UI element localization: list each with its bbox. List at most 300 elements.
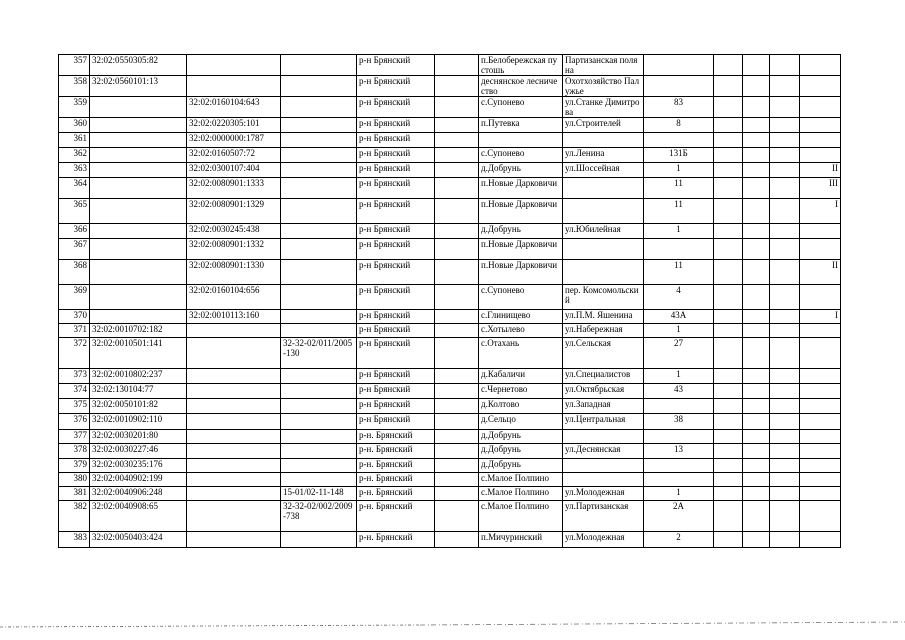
cell-street: ул.Центральная: [563, 414, 644, 430]
cell-empty: [714, 199, 743, 224]
cell-cadastral-number: 32:02:0040902:199: [90, 473, 187, 487]
cell-registration-number: [281, 97, 357, 118]
cell-cadastral-number: 32:02:0030235:176: [90, 459, 187, 473]
cell-street: [563, 473, 644, 487]
table-row: [59, 118, 841, 133]
cell-empty: [435, 338, 479, 369]
cell-empty: [714, 97, 743, 118]
cell-number: 369: [59, 285, 90, 310]
cell-registration-number: [281, 473, 357, 487]
cell-cadastral-number: 32:02:0550305:82: [90, 55, 187, 76]
cell-building: III: [800, 178, 841, 199]
cell-settlement: с.Малое Полпино: [479, 473, 563, 487]
cell-empty: [770, 338, 800, 369]
cell-cadastral-number-alt: 32:02:0000000:1787: [187, 133, 281, 148]
cell-empty: [770, 324, 800, 338]
cell-house: 1: [644, 487, 714, 501]
cell-cadastral-number-alt: 32:02:0080901:1329: [187, 199, 281, 224]
cell-district: р-н Брянский: [357, 224, 435, 239]
cell-cadastral-number-alt: [187, 338, 281, 369]
cell-number: 376: [59, 414, 90, 430]
cell-settlement: д.Колтово: [479, 399, 563, 414]
cell-building: [800, 133, 841, 148]
cell-building: [800, 399, 841, 414]
cell-street: ул.Специалистов: [563, 369, 644, 384]
scan-artifact-line: [0, 618, 905, 632]
cell-empty: [714, 76, 743, 97]
cell-empty: [770, 178, 800, 199]
cell-district: р-н Брянский: [357, 199, 435, 224]
cell-settlement: д.Кабаличи: [479, 369, 563, 384]
cell-registration-number: [281, 224, 357, 239]
cell-empty: [714, 501, 743, 532]
cell-registration-number: [281, 310, 357, 324]
cell-house: [644, 473, 714, 487]
cell-number: 378: [59, 444, 90, 459]
cell-empty: [770, 384, 800, 399]
cell-building: [800, 148, 841, 163]
table-row: [59, 414, 841, 430]
cell-empty: [770, 444, 800, 459]
cell-number: 381: [59, 487, 90, 501]
cell-cadastral-number-alt: [187, 430, 281, 444]
cell-cadastral-number: [90, 260, 187, 285]
cell-house: 43: [644, 384, 714, 399]
cell-empty: [743, 430, 770, 444]
cell-number: 380: [59, 473, 90, 487]
cell-cadastral-number: 32:02:0030227:46: [90, 444, 187, 459]
cell-number: 379: [59, 459, 90, 473]
cell-empty: [770, 76, 800, 97]
cell-building: [800, 97, 841, 118]
cell-street: [563, 430, 644, 444]
cell-district: р-н Брянский: [357, 285, 435, 310]
cell-settlement: с.Отахань: [479, 338, 563, 369]
cell-house: 83: [644, 97, 714, 118]
cell-empty: [743, 384, 770, 399]
cell-street: ул.Западная: [563, 399, 644, 414]
cell-empty: [714, 148, 743, 163]
table-row: [59, 473, 841, 487]
cell-empty: [770, 430, 800, 444]
cell-empty: [743, 444, 770, 459]
cell-settlement: д.Добрунь: [479, 430, 563, 444]
cell-street: [563, 133, 644, 148]
cell-house: 11: [644, 260, 714, 285]
cell-settlement: д.Добрунь: [479, 459, 563, 473]
cell-house: 1: [644, 369, 714, 384]
cell-empty: [770, 399, 800, 414]
cell-district: р-н. Брянский: [357, 473, 435, 487]
table-row: [59, 239, 841, 260]
cell-cadastral-number-alt: 32:02:0160104:643: [187, 97, 281, 118]
cell-empty: [435, 487, 479, 501]
cell-registration-number: [281, 118, 357, 133]
cell-empty: [714, 55, 743, 76]
cell-registration-number: [281, 369, 357, 384]
cell-building: [800, 459, 841, 473]
cell-district: р-н Брянский: [357, 399, 435, 414]
cell-registration-number: [281, 260, 357, 285]
table-row: [59, 163, 841, 178]
cell-street: ул.Молодежная: [563, 532, 644, 548]
table-row: [59, 532, 841, 548]
cell-cadastral-number-alt: [187, 384, 281, 399]
cell-empty: [435, 178, 479, 199]
cell-empty: [714, 224, 743, 239]
cell-empty: [435, 473, 479, 487]
cell-number: 373: [59, 369, 90, 384]
cell-district: р-н Брянский: [357, 163, 435, 178]
cell-empty: [770, 369, 800, 384]
cell-empty: [714, 133, 743, 148]
cell-house: [644, 55, 714, 76]
cell-cadastral-number: [90, 239, 187, 260]
cell-empty: [743, 459, 770, 473]
cell-settlement: п.Новые Дарковичи: [479, 239, 563, 260]
cell-number: 372: [59, 338, 90, 369]
cell-empty: [435, 285, 479, 310]
cell-empty: [743, 473, 770, 487]
cell-settlement: с.Чернетово: [479, 384, 563, 399]
table-row: [59, 260, 841, 285]
cell-settlement: п.Новые Дарковичи: [479, 260, 563, 285]
cell-district: р-н. Брянский: [357, 487, 435, 501]
cell-empty: [743, 163, 770, 178]
cell-empty: [435, 444, 479, 459]
table-row: [59, 133, 841, 148]
cell-empty: [435, 76, 479, 97]
cell-registration-number: [281, 199, 357, 224]
cell-registration-number: 15-01/02-11-148: [281, 487, 357, 501]
cell-settlement: деснянское лесничество: [479, 76, 563, 97]
cell-cadastral-number-alt: [187, 414, 281, 430]
cell-registration-number: [281, 444, 357, 459]
cell-cadastral-number-alt: [187, 399, 281, 414]
cell-empty: [770, 501, 800, 532]
cell-registration-number: [281, 133, 357, 148]
cell-building: [800, 239, 841, 260]
cell-building: [800, 285, 841, 310]
cell-settlement: с.Супонево: [479, 285, 563, 310]
table-row: [59, 285, 841, 310]
cell-registration-number: [281, 239, 357, 260]
cell-settlement: с.Супонево: [479, 97, 563, 118]
cell-number: 360: [59, 118, 90, 133]
cell-empty: [435, 324, 479, 338]
cell-cadastral-number: [90, 178, 187, 199]
cell-empty: [743, 239, 770, 260]
cell-empty: [770, 239, 800, 260]
cell-number: 374: [59, 384, 90, 399]
cell-empty: [743, 399, 770, 414]
cell-cadastral-number: 32:02:0040908:65: [90, 501, 187, 532]
table-row: [59, 97, 841, 118]
property-register-table: [58, 54, 841, 548]
cell-street: [563, 260, 644, 285]
cell-house: 27: [644, 338, 714, 369]
cell-settlement: с.Малое Полпино: [479, 501, 563, 532]
cell-empty: [714, 399, 743, 414]
cell-empty: [714, 369, 743, 384]
cell-empty: [714, 473, 743, 487]
cell-empty: [770, 55, 800, 76]
cell-empty: [743, 55, 770, 76]
cell-cadastral-number: 32:02:0040906:248: [90, 487, 187, 501]
cell-settlement: [479, 133, 563, 148]
cell-empty: [743, 532, 770, 548]
cell-district: р-н. Брянский: [357, 532, 435, 548]
cell-number: 363: [59, 163, 90, 178]
cell-house: [644, 133, 714, 148]
cell-house: [644, 430, 714, 444]
cell-cadastral-number-alt: [187, 444, 281, 459]
cell-street: ул.Набережная: [563, 324, 644, 338]
cell-number: 368: [59, 260, 90, 285]
table-row: [59, 384, 841, 399]
cell-building: II: [800, 260, 841, 285]
cell-registration-number: [281, 324, 357, 338]
cell-empty: [435, 163, 479, 178]
cell-cadastral-number: [90, 97, 187, 118]
cell-cadastral-number-alt: 32:02:0080901:1330: [187, 260, 281, 285]
cell-empty: [743, 76, 770, 97]
cell-building: [800, 430, 841, 444]
cell-empty: [435, 414, 479, 430]
cell-house: 43А: [644, 310, 714, 324]
cell-empty: [743, 118, 770, 133]
cell-cadastral-number: 32:02:0560101:13: [90, 76, 187, 97]
cell-cadastral-number-alt: 32:02:0080901:1332: [187, 239, 281, 260]
cell-empty: [714, 414, 743, 430]
cell-empty: [770, 260, 800, 285]
cell-settlement: д.Добрунь: [479, 444, 563, 459]
cell-empty: [743, 501, 770, 532]
cell-empty: [435, 133, 479, 148]
cell-cadastral-number: 32:02:0030201:80: [90, 430, 187, 444]
cell-empty: [435, 310, 479, 324]
cell-house: 1: [644, 224, 714, 239]
cell-empty: [435, 430, 479, 444]
cell-empty: [770, 285, 800, 310]
cell-empty: [743, 199, 770, 224]
cell-empty: [770, 224, 800, 239]
cell-empty: [435, 239, 479, 260]
cell-house: 38: [644, 414, 714, 430]
cell-cadastral-number: 32:02:0050403:424: [90, 532, 187, 548]
cell-number: 361: [59, 133, 90, 148]
table-row: [59, 224, 841, 239]
cell-empty: [743, 324, 770, 338]
table-row: [59, 148, 841, 163]
cell-empty: [714, 285, 743, 310]
cell-empty: [435, 399, 479, 414]
cell-number: 382: [59, 501, 90, 532]
cell-empty: [743, 178, 770, 199]
table-row: [59, 76, 841, 97]
cell-empty: [743, 260, 770, 285]
cell-empty: [714, 239, 743, 260]
cell-street: [563, 239, 644, 260]
cell-district: р-н. Брянский: [357, 459, 435, 473]
cell-empty: [714, 338, 743, 369]
cell-empty: [714, 178, 743, 199]
cell-district: р-н Брянский: [357, 118, 435, 133]
cell-district: р-н Брянский: [357, 260, 435, 285]
cell-empty: [743, 285, 770, 310]
cell-building: [800, 338, 841, 369]
cell-number: 365: [59, 199, 90, 224]
cell-registration-number: [281, 163, 357, 178]
cell-cadastral-number-alt: [187, 55, 281, 76]
cell-cadastral-number-alt: [187, 76, 281, 97]
cell-empty: [770, 473, 800, 487]
cell-empty: [435, 459, 479, 473]
cell-cadastral-number: [90, 163, 187, 178]
cell-empty: [714, 324, 743, 338]
cell-house: 8: [644, 118, 714, 133]
cell-empty: [770, 148, 800, 163]
cell-settlement: п.Путевка: [479, 118, 563, 133]
cell-district: р-н Брянский: [357, 324, 435, 338]
cell-cadastral-number-alt: [187, 532, 281, 548]
cell-building: [800, 414, 841, 430]
cell-empty: [435, 224, 479, 239]
cell-street: ул.Молодежная: [563, 487, 644, 501]
cell-registration-number: [281, 178, 357, 199]
cell-house: 1: [644, 163, 714, 178]
cell-district: р-н Брянский: [357, 369, 435, 384]
cell-settlement: д.Сельцо: [479, 414, 563, 430]
cell-empty: [714, 384, 743, 399]
cell-empty: [743, 148, 770, 163]
table-row: [59, 430, 841, 444]
cell-street: [563, 199, 644, 224]
cell-district: р-н. Брянский: [357, 501, 435, 532]
cell-settlement: п.Белобережская пустошь: [479, 55, 563, 76]
table-row: [59, 338, 841, 369]
cell-empty: [435, 532, 479, 548]
cell-cadastral-number-alt: 32:02:0010113:160: [187, 310, 281, 324]
cell-cadastral-number: 32:02:130104:77: [90, 384, 187, 399]
cell-house: [644, 76, 714, 97]
cell-empty: [743, 369, 770, 384]
cell-house: [644, 399, 714, 414]
cell-cadastral-number-alt: 32:02:0030245:438: [187, 224, 281, 239]
cell-settlement: д.Добрунь: [479, 163, 563, 178]
cell-empty: [435, 97, 479, 118]
cell-cadastral-number: [90, 148, 187, 163]
cell-cadastral-number: [90, 133, 187, 148]
cell-district: р-н Брянский: [357, 414, 435, 430]
cell-street: ул.Партизанская: [563, 501, 644, 532]
table-row: [59, 199, 841, 224]
table-row: [59, 324, 841, 338]
cell-building: [800, 487, 841, 501]
cell-street: Партизанская поляна: [563, 55, 644, 76]
table-row: [59, 310, 841, 324]
cell-registration-number: [281, 459, 357, 473]
cell-registration-number: [281, 285, 357, 310]
cell-cadastral-number-alt: [187, 324, 281, 338]
cell-house: 4: [644, 285, 714, 310]
cell-empty: [743, 133, 770, 148]
cell-district: р-н. Брянский: [357, 430, 435, 444]
cell-building: [800, 324, 841, 338]
cell-settlement: с.Малое Полпино: [479, 487, 563, 501]
table-row: [59, 399, 841, 414]
cell-building: I: [800, 310, 841, 324]
cell-street: Охотхозяйство Палужье: [563, 76, 644, 97]
cell-empty: [770, 133, 800, 148]
cell-number: 362: [59, 148, 90, 163]
cell-empty: [435, 260, 479, 285]
cell-building: [800, 55, 841, 76]
cell-building: [800, 501, 841, 532]
cell-empty: [770, 310, 800, 324]
cell-settlement: с.Хотылево: [479, 324, 563, 338]
cell-building: II: [800, 163, 841, 178]
cell-house: 13: [644, 444, 714, 459]
cell-number: 364: [59, 178, 90, 199]
cell-settlement: п.Мичуринский: [479, 532, 563, 548]
cell-number: 371: [59, 324, 90, 338]
cell-cadastral-number-alt: 32:02:0080901:1333: [187, 178, 281, 199]
cell-street: ул.Октябрьская: [563, 384, 644, 399]
cell-settlement: с.Глинищево: [479, 310, 563, 324]
cell-empty: [435, 199, 479, 224]
cell-district: р-н Брянский: [357, 338, 435, 369]
cell-registration-number: [281, 414, 357, 430]
cell-cadastral-number-alt: 32:02:0300107:404: [187, 163, 281, 178]
cell-empty: [770, 163, 800, 178]
cell-empty: [714, 260, 743, 285]
cell-cadastral-number: [90, 118, 187, 133]
cell-street: ул.П.М. Яшенина: [563, 310, 644, 324]
cell-cadastral-number-alt: 32:02:0160507:72: [187, 148, 281, 163]
cell-settlement: с.Супонево: [479, 148, 563, 163]
cell-street: ул.Станке Димитрова: [563, 97, 644, 118]
cell-building: [800, 224, 841, 239]
cell-empty: [743, 97, 770, 118]
cell-number: 377: [59, 430, 90, 444]
cell-street: ул.Сельская: [563, 338, 644, 369]
cell-empty: [714, 487, 743, 501]
cell-street: [563, 459, 644, 473]
cell-empty: [743, 338, 770, 369]
cell-settlement: п.Новые Дарковичи: [479, 178, 563, 199]
cell-street: ул.Шоссейная: [563, 163, 644, 178]
cell-district: р-н. Брянский: [357, 444, 435, 459]
table-row: [59, 178, 841, 199]
cell-number: 358: [59, 76, 90, 97]
cell-cadastral-number: [90, 285, 187, 310]
cell-number: 367: [59, 239, 90, 260]
cell-empty: [435, 369, 479, 384]
cell-empty: [770, 199, 800, 224]
cell-empty: [743, 310, 770, 324]
cell-cadastral-number: 32:02:0050101:82: [90, 399, 187, 414]
cell-building: [800, 76, 841, 97]
cell-district: р-н Брянский: [357, 310, 435, 324]
cell-house: 11: [644, 178, 714, 199]
cell-building: [800, 384, 841, 399]
table-row: [59, 487, 841, 501]
cell-registration-number: [281, 532, 357, 548]
cell-street: ул.Ленина: [563, 148, 644, 163]
cell-street: пер. Комсомольский: [563, 285, 644, 310]
table-row: [59, 459, 841, 473]
